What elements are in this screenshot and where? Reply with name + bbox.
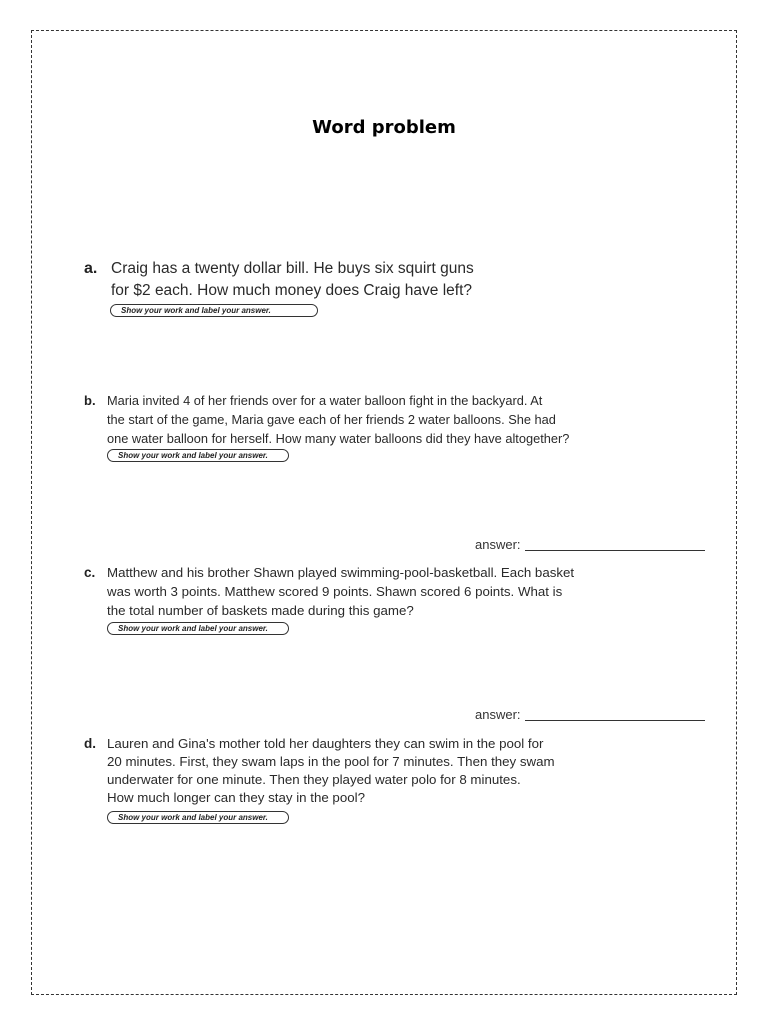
page-border <box>31 30 737 995</box>
answer-line-b <box>475 537 705 552</box>
problem-letter: c. <box>84 565 96 580</box>
problem-text: Maria invited 4 of her friends over for a water balloon fight in the backyard. At the start of the game, Maria gave each of her friends 2 water balloons. She had one water balloon for herself. How many water balloons did they have altogether? <box>107 393 570 446</box>
problem-letter: d. <box>84 736 96 751</box>
problem-text: Craig has a twenty dollar bill. He buys six squirt guns for $2 each. How much money does Craig have left? <box>111 260 474 299</box>
answer-blank[interactable] <box>525 720 705 721</box>
show-work-box: Show your work and label your answer. <box>107 811 289 824</box>
problem-text: Matthew and his brother Shawn played swimming-pool-basketball. Each basket was worth 3 points. Matthew scored 9 points. Shawn scored 6 points. What is the total number of baskets made during this game? <box>107 565 575 618</box>
answer-blank[interactable] <box>525 550 705 551</box>
problem-text: Lauren and Gina's mother told her daughters they can swim in the pool for 20 minutes. First, they swam laps in the pool for 7 minutes. Then they swam underwater for one minute. Then they played water polo for 8 minutes. How much longer can they stay in the pool? <box>107 736 555 805</box>
show-work-box: Show your work and label your answer. <box>107 449 289 462</box>
problem-letter: a. <box>84 260 98 277</box>
answer-label: answer: <box>475 707 521 722</box>
problem-letter: b. <box>84 393 96 408</box>
show-work-box: Show your work and label your answer. <box>107 622 289 635</box>
answer-line-c <box>475 707 705 722</box>
answer-label: answer: <box>475 537 521 552</box>
page-title: Word problem <box>312 117 456 138</box>
show-work-box: Show your work and label your answer. <box>110 304 318 317</box>
